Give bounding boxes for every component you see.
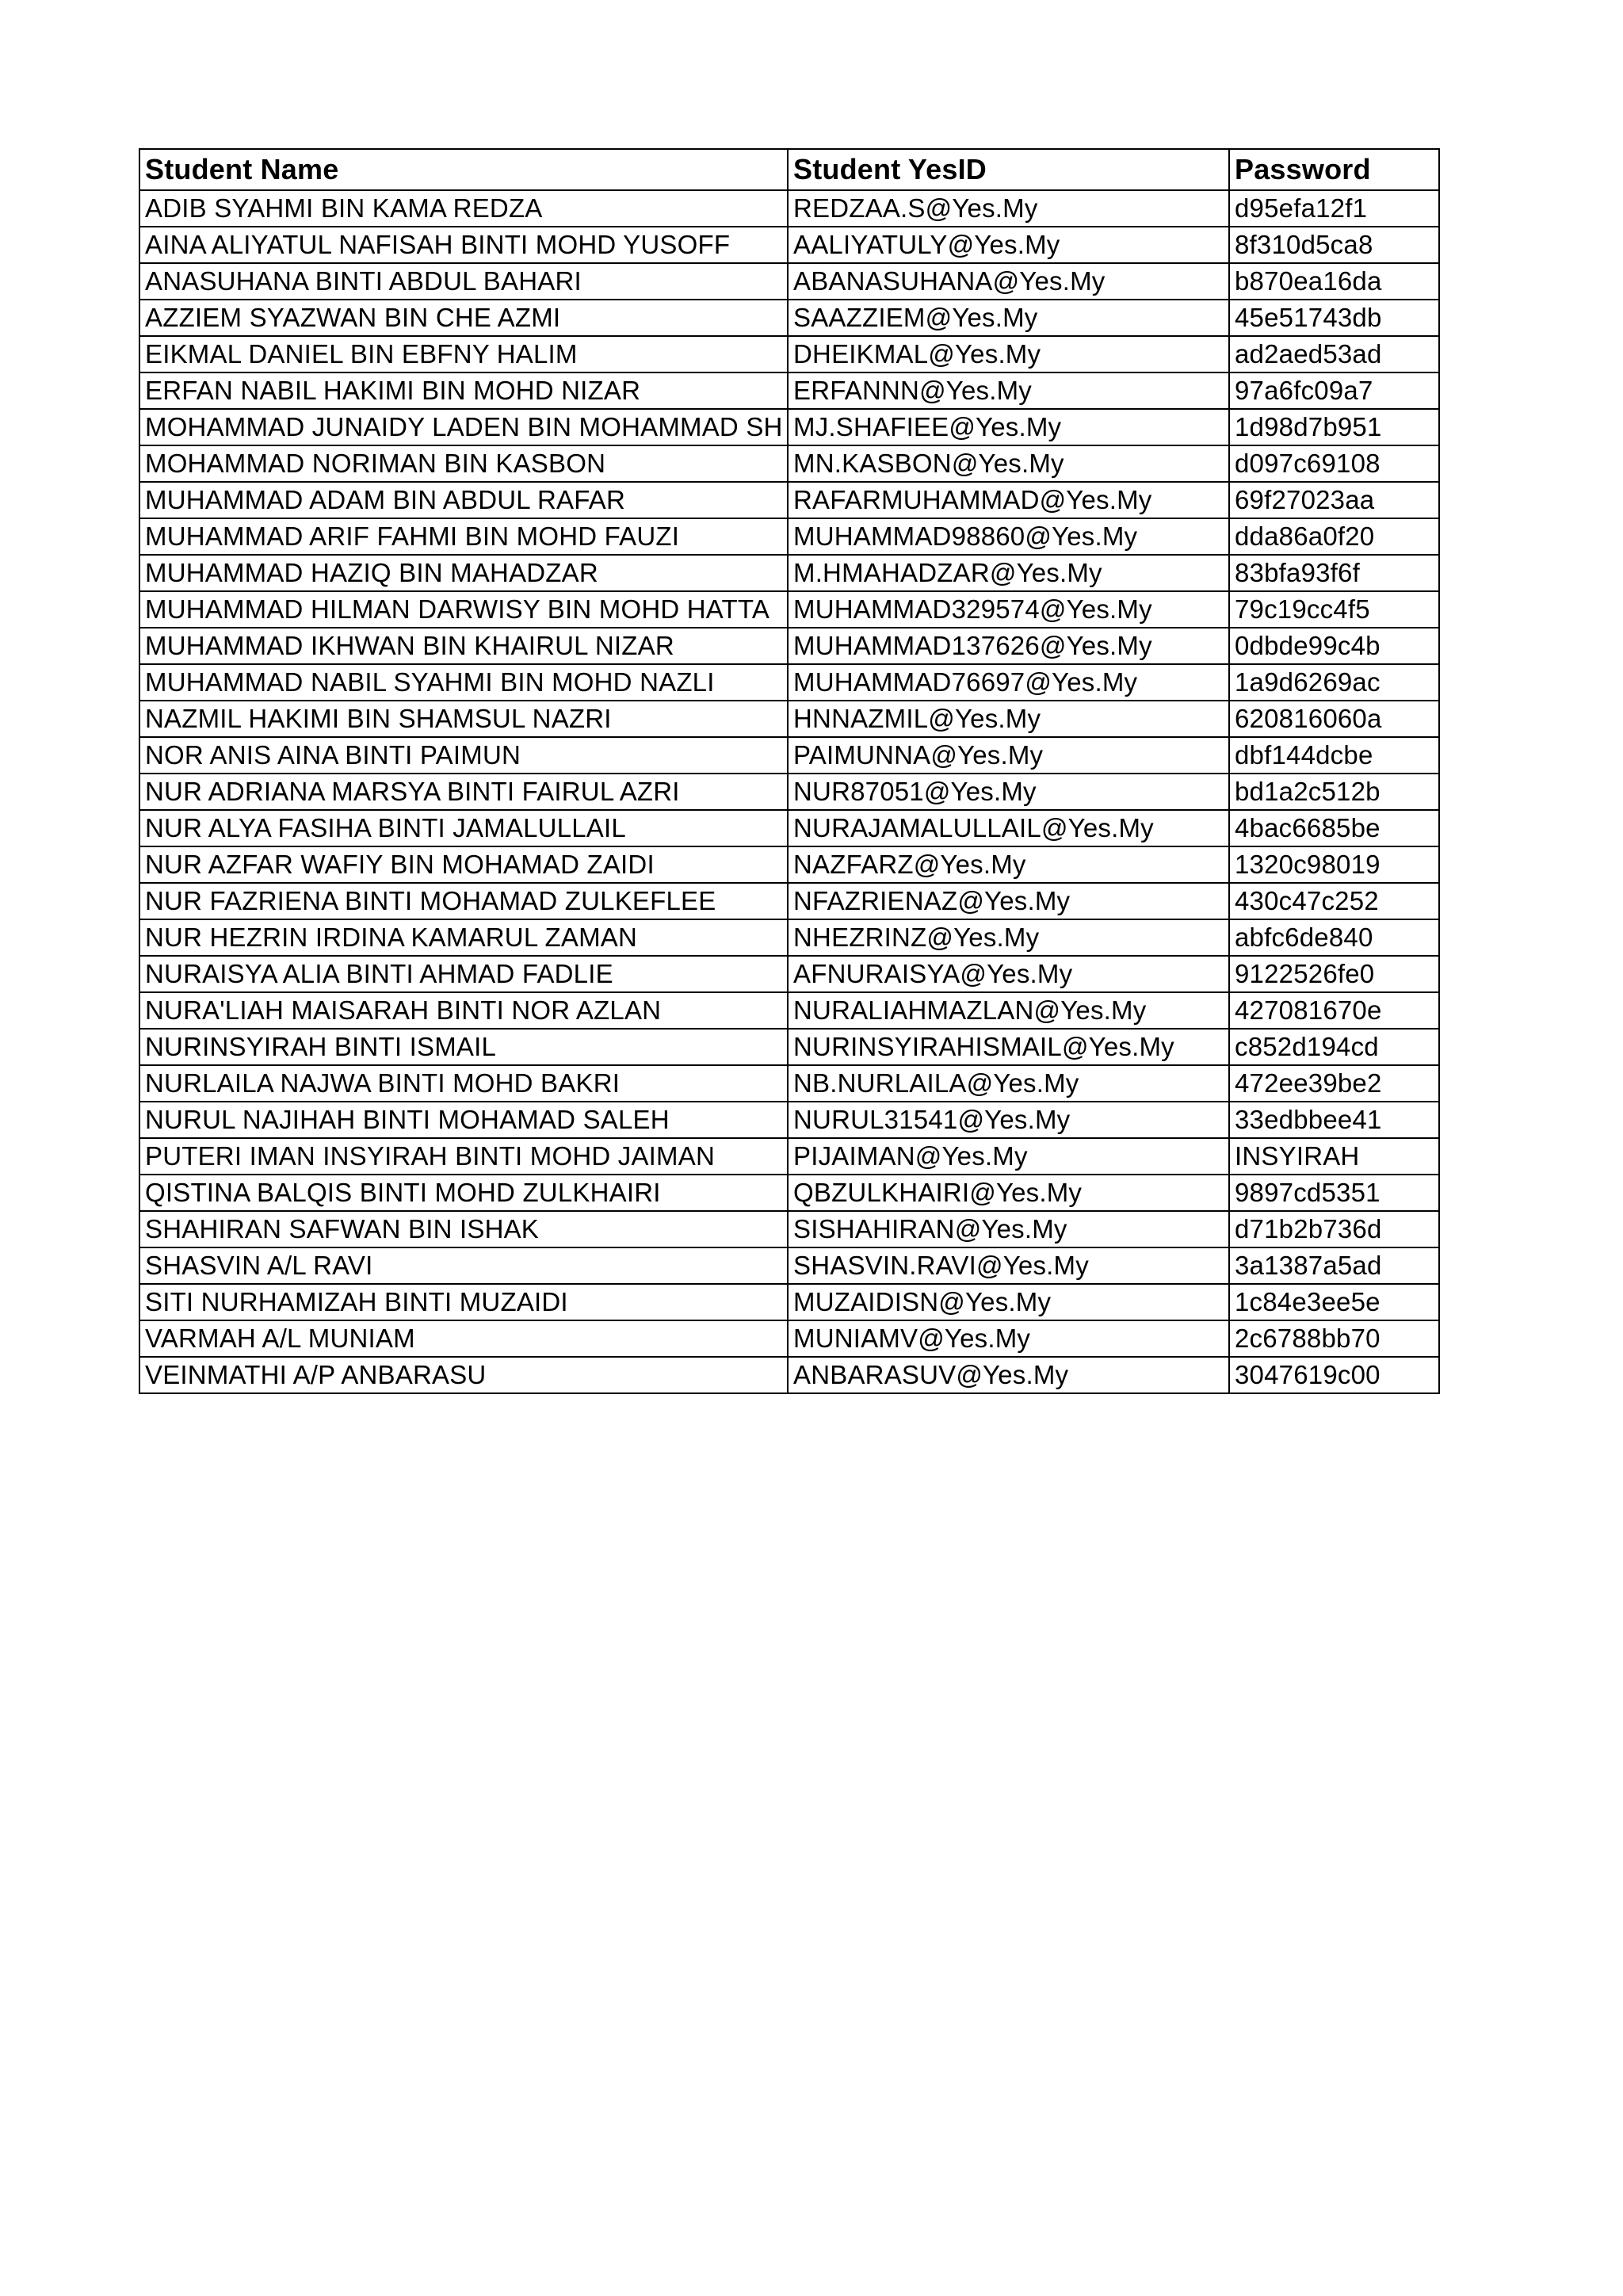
student-yesid-cell: RAFARMUHAMMAD@Yes.My (788, 482, 1229, 518)
password-cell: c852d194cd (1229, 1029, 1439, 1065)
password-cell: d097c69108 (1229, 445, 1439, 482)
student-yesid-cell: MUHAMMAD98860@Yes.My (788, 518, 1229, 555)
student-name-cell: AZZIEM SYAZWAN BIN CHE AZMI (139, 300, 788, 336)
student-name-cell: MUHAMMAD HILMAN DARWISY BIN MOHD HATTA (139, 591, 788, 628)
password-cell: INSYIRAH (1229, 1138, 1439, 1175)
student-name-cell: QISTINA BALQIS BINTI MOHD ZULKHAIRI (139, 1175, 788, 1211)
table-row (139, 846, 1439, 883)
table-row (139, 628, 1439, 664)
student-name-cell: NURAISYA ALIA BINTI AHMAD FADLIE (139, 956, 788, 992)
student-name-cell: AINA ALIYATUL NAFISAH BINTI MOHD YUSOFF (139, 227, 788, 263)
table-row (139, 445, 1439, 482)
student-name-cell: MUHAMMAD HAZIQ BIN MAHADZAR (139, 555, 788, 591)
student-yesid-cell: SHASVIN.RAVI@Yes.My (788, 1247, 1229, 1284)
student-yesid-cell: MUZAIDISN@Yes.My (788, 1284, 1229, 1320)
table-row (139, 883, 1439, 919)
table-row (139, 992, 1439, 1029)
password-cell: dbf144dcbe (1229, 737, 1439, 774)
password-cell: 472ee39be2 (1229, 1065, 1439, 1102)
table-row (139, 1247, 1439, 1284)
student-credentials-sheet (139, 148, 1440, 1394)
password-cell: 1a9d6269ac (1229, 664, 1439, 701)
password-cell: 33edbbee41 (1229, 1102, 1439, 1138)
password-cell: 0dbde99c4b (1229, 628, 1439, 664)
table-row (139, 737, 1439, 774)
password-cell: 427081670e (1229, 992, 1439, 1029)
student-name-cell: NOR ANIS AINA BINTI PAIMUN (139, 737, 788, 774)
student-yesid-cell: MN.KASBON@Yes.My (788, 445, 1229, 482)
password-cell: 1c84e3ee5e (1229, 1284, 1439, 1320)
table-row (139, 774, 1439, 810)
student-yesid-cell: NHEZRINZ@Yes.My (788, 919, 1229, 956)
student-yesid-cell: NURUL31541@Yes.My (788, 1102, 1229, 1138)
student-yesid-cell: MUHAMMAD329574@Yes.My (788, 591, 1229, 628)
password-cell: 97a6fc09a7 (1229, 372, 1439, 409)
student-name-cell: NURINSYIRAH BINTI ISMAIL (139, 1029, 788, 1065)
password-cell: b870ea16da (1229, 263, 1439, 300)
table-row (139, 1357, 1439, 1393)
password-cell: abfc6de840 (1229, 919, 1439, 956)
student-credentials-table (139, 148, 1440, 1394)
student-yesid-cell: AALIYATULY@Yes.My (788, 227, 1229, 263)
student-yesid-cell: NAZFARZ@Yes.My (788, 846, 1229, 883)
table-row (139, 1320, 1439, 1357)
table-row (139, 1211, 1439, 1247)
student-yesid-cell: M.HMAHADZAR@Yes.My (788, 555, 1229, 591)
password-cell: 1320c98019 (1229, 846, 1439, 883)
student-yesid-cell: NURALIAHMAZLAN@Yes.My (788, 992, 1229, 1029)
table-row (139, 1138, 1439, 1175)
password-cell: 1d98d7b951 (1229, 409, 1439, 445)
student-name-cell: ADIB SYAHMI BIN KAMA REDZA (139, 190, 788, 227)
password-cell: d71b2b736d (1229, 1211, 1439, 1247)
password-cell: 8f310d5ca8 (1229, 227, 1439, 263)
password-cell: ad2aed53ad (1229, 336, 1439, 372)
column-header-student-yesid: Student YesID (788, 149, 1229, 190)
password-cell: 69f27023aa (1229, 482, 1439, 518)
password-cell: 45e51743db (1229, 300, 1439, 336)
student-name-cell: NUR ADRIANA MARSYA BINTI FAIRUL AZRI (139, 774, 788, 810)
table-row (139, 1284, 1439, 1320)
table-row (139, 1065, 1439, 1102)
student-name-cell: PUTERI IMAN INSYIRAH BINTI MOHD JAIMAN (139, 1138, 788, 1175)
table-row (139, 591, 1439, 628)
student-name-cell: NURA'LIAH MAISARAH BINTI NOR AZLAN (139, 992, 788, 1029)
student-name-cell: VEINMATHI A/P ANBARASU (139, 1357, 788, 1393)
student-yesid-cell: ERFANNN@Yes.My (788, 372, 1229, 409)
column-header-password: Password (1229, 149, 1439, 190)
student-name-cell: MUHAMMAD ADAM BIN ABDUL RAFAR (139, 482, 788, 518)
student-yesid-cell: MJ.SHAFIEE@Yes.My (788, 409, 1229, 445)
student-yesid-cell: ANBARASUV@Yes.My (788, 1357, 1229, 1393)
student-name-cell: NURLAILA NAJWA BINTI MOHD BAKRI (139, 1065, 788, 1102)
student-yesid-cell: ABANASUHANA@Yes.My (788, 263, 1229, 300)
password-cell: 3a1387a5ad (1229, 1247, 1439, 1284)
student-yesid-cell: NURAJAMALULLAIL@Yes.My (788, 810, 1229, 846)
student-yesid-cell: HNNAZMIL@Yes.My (788, 701, 1229, 737)
password-cell: dda86a0f20 (1229, 518, 1439, 555)
student-yesid-cell: MUNIAMV@Yes.My (788, 1320, 1229, 1357)
password-cell: 79c19cc4f5 (1229, 591, 1439, 628)
student-yesid-cell: PAIMUNNA@Yes.My (788, 737, 1229, 774)
table-row (139, 1175, 1439, 1211)
table-row (139, 701, 1439, 737)
student-yesid-cell: NFAZRIENAZ@Yes.My (788, 883, 1229, 919)
table-row (139, 372, 1439, 409)
table-row (139, 482, 1439, 518)
student-yesid-cell: SAAZZIEM@Yes.My (788, 300, 1229, 336)
password-cell: 2c6788bb70 (1229, 1320, 1439, 1357)
student-yesid-cell: REDZAA.S@Yes.My (788, 190, 1229, 227)
student-yesid-cell: AFNURAISYA@Yes.My (788, 956, 1229, 992)
table-row (139, 956, 1439, 992)
table-row (139, 263, 1439, 300)
student-yesid-cell: MUHAMMAD137626@Yes.My (788, 628, 1229, 664)
student-name-cell: MUHAMMAD NABIL SYAHMI BIN MOHD NAZLI (139, 664, 788, 701)
password-cell: bd1a2c512b (1229, 774, 1439, 810)
student-yesid-cell: SISHAHIRAN@Yes.My (788, 1211, 1229, 1247)
student-name-cell: SITI NURHAMIZAH BINTI MUZAIDI (139, 1284, 788, 1320)
student-yesid-cell: NUR87051@Yes.My (788, 774, 1229, 810)
table-row (139, 518, 1439, 555)
table-row (139, 190, 1439, 227)
student-yesid-cell: NURINSYIRAHISMAIL@Yes.My (788, 1029, 1229, 1065)
table-row (139, 409, 1439, 445)
student-name-cell: NAZMIL HAKIMI BIN SHAMSUL NAZRI (139, 701, 788, 737)
table-body (139, 190, 1439, 1393)
student-name-cell: NUR FAZRIENA BINTI MOHAMAD ZULKEFLEE (139, 883, 788, 919)
student-name-cell: VARMAH A/L MUNIAM (139, 1320, 788, 1357)
student-yesid-cell: MUHAMMAD76697@Yes.My (788, 664, 1229, 701)
student-name-cell: EIKMAL DANIEL BIN EBFNY HALIM (139, 336, 788, 372)
student-name-cell: ERFAN NABIL HAKIMI BIN MOHD NIZAR (139, 372, 788, 409)
table-row (139, 227, 1439, 263)
student-yesid-cell: NB.NURLAILA@Yes.My (788, 1065, 1229, 1102)
table-row (139, 555, 1439, 591)
column-header-student-name: Student Name (139, 149, 788, 190)
student-name-cell: NUR ALYA FASIHA BINTI JAMALULLAIL (139, 810, 788, 846)
student-name-cell: MUHAMMAD ARIF FAHMI BIN MOHD FAUZI (139, 518, 788, 555)
table-row (139, 1029, 1439, 1065)
password-cell: d95efa12f1 (1229, 190, 1439, 227)
table-row (139, 336, 1439, 372)
student-name-cell: NURUL NAJIHAH BINTI MOHAMAD SALEH (139, 1102, 788, 1138)
student-yesid-cell: PIJAIMAN@Yes.My (788, 1138, 1229, 1175)
table-header-row (139, 149, 1439, 190)
password-cell: 4bac6685be (1229, 810, 1439, 846)
password-cell: 9122526fe0 (1229, 956, 1439, 992)
student-yesid-cell: DHEIKMAL@Yes.My (788, 336, 1229, 372)
password-cell: 620816060a (1229, 701, 1439, 737)
table-row (139, 1102, 1439, 1138)
table-row (139, 300, 1439, 336)
student-name-cell: MOHAMMAD JUNAIDY LADEN BIN MOHAMMAD SH (139, 409, 788, 445)
table-row (139, 810, 1439, 846)
table-row (139, 664, 1439, 701)
student-name-cell: NUR AZFAR WAFIY BIN MOHAMAD ZAIDI (139, 846, 788, 883)
student-name-cell: NUR HEZRIN IRDINA KAMARUL ZAMAN (139, 919, 788, 956)
student-yesid-cell: QBZULKHAIRI@Yes.My (788, 1175, 1229, 1211)
student-name-cell: SHAHIRAN SAFWAN BIN ISHAK (139, 1211, 788, 1247)
student-name-cell: MUHAMMAD IKHWAN BIN KHAIRUL NIZAR (139, 628, 788, 664)
password-cell: 83bfa93f6f (1229, 555, 1439, 591)
password-cell: 9897cd5351 (1229, 1175, 1439, 1211)
student-name-cell: SHASVIN A/L RAVI (139, 1247, 788, 1284)
student-name-cell: MOHAMMAD NORIMAN BIN KASBON (139, 445, 788, 482)
password-cell: 3047619c00 (1229, 1357, 1439, 1393)
table-row (139, 919, 1439, 956)
student-name-cell: ANASUHANA BINTI ABDUL BAHARI (139, 263, 788, 300)
password-cell: 430c47c252 (1229, 883, 1439, 919)
